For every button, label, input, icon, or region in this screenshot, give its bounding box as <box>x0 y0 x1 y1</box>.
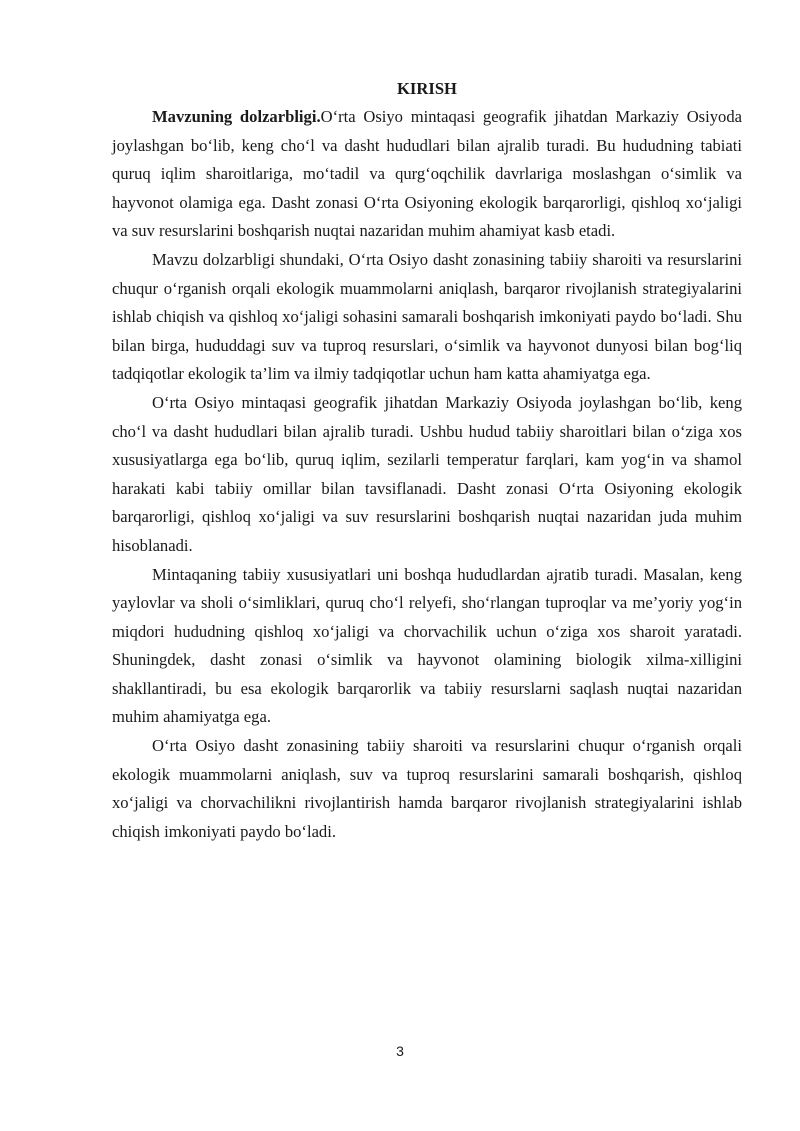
paragraph-5 <box>112 732 742 846</box>
paragraph-4 <box>112 561 742 733</box>
paragraph-3 <box>112 389 742 561</box>
paragraph-text: O‘rta Osiyo mintaqasi geografik jihatdan Markaziy Osiyoda joylashgan bo‘lib, keng cho‘l va dasht hududlari bilan ajralib turadi. Bu hududning tabiati quruq iqlim sharoitlariga, mo‘tadil va qurg‘oqchilik davrlariga moslashgan o‘simlik va hayvonot olamiga ega. Dasht zonasi O‘rta Osiyoning ekologik barqarorligi, qishloq xo‘jaligi va suv resurslarini boshqarish nuqtai nazaridan muhim ahamiyat kasb etadi. <box>112 107 743 241</box>
paragraph-text: Mintaqaning tabiiy xususiyatlari uni boshqa hududlardan ajratib turadi. Masalan, keng yaylovlar va sholi o‘simliklari, quruq cho‘l relyefi, sho‘rlangan tuproqlar va me’yoriy yog‘in miqdori hududning qishloq xo‘jaligi va chorvachilik uchun o‘ziga xos sharoit yaratadi. Shuningdek, dasht zonasi o‘simlik va hayvonot olamining biologik xilma-xilligini shakllantiradi, bu esa ekologik barqarorlik va tabiiy resurslarni saqlash nuqtai nazaridan muhim ahamiyatga ega. <box>112 564 742 727</box>
paragraph-text: O‘rta Osiyo dasht zonasining tabiiy sharoiti va resurslarini chuqur o‘rganish orqali ekologik muammolarni aniqlash, suv va tuproq resurslarini samarali boshqarish, qishloq xo‘jaligi va chorvachilikni rivojlantirish hamda barqaror rivojlanish strategiyalarini ishlab chiqish imkoniyati paydo bo‘ladi. <box>112 736 742 841</box>
paragraph-relevance <box>112 103 742 246</box>
page-number: 3 <box>396 1043 404 1059</box>
paragraph-2 <box>112 246 742 389</box>
document-body <box>112 76 742 846</box>
paragraph-lead-heading: Mavzuning dolzarbligi. <box>152 107 321 126</box>
paragraph-text: Mavzu dolzarbligi shundaki, O‘rta Osiyo dasht zonasining tabiiy sharoiti va resurslarini chuqur o‘rganish orqali ekologik muammolarni aniqlash, barqaror rivojlanish strategiyalarini ishlab chiqish va qishloq xo‘jaligi sohasini samarali boshqarish imkoniyati paydo bo‘ladi. Shu bilan birga, hududdagi suv va tuproq resurslari, o‘simlik va hayvonot dunyosi bilan bog‘liq tadqiqotlar ekologik ta’lim va ilmiy tadqiqotlar uchun ham katta ahamiyatga ega. <box>112 249 742 384</box>
page-title: KIRISH <box>397 79 457 98</box>
paragraph-text: O‘rta Osiyo mintaqasi geografik jihatdan Markaziy Osiyoda joylashgan bo‘lib, keng cho‘l va dasht hududlari bilan ajralib turadi. Ushbu hudud tabiiy sharoitlari bilan o‘ziga xos xususiyatlarga ega bo‘lib, quruq iqlim, sezilarli temperatur farqlari, kam yog‘in va shamol harakati kabi tabiiy omillar bilan tavsiflanadi. Dasht zonasi O‘rta Osiyoning ekologik barqarorligi, qishloq xo‘jaligi va suv resurslarini boshqarish nuqtai nazaridan juda muhim hisoblanadi. <box>112 392 742 555</box>
